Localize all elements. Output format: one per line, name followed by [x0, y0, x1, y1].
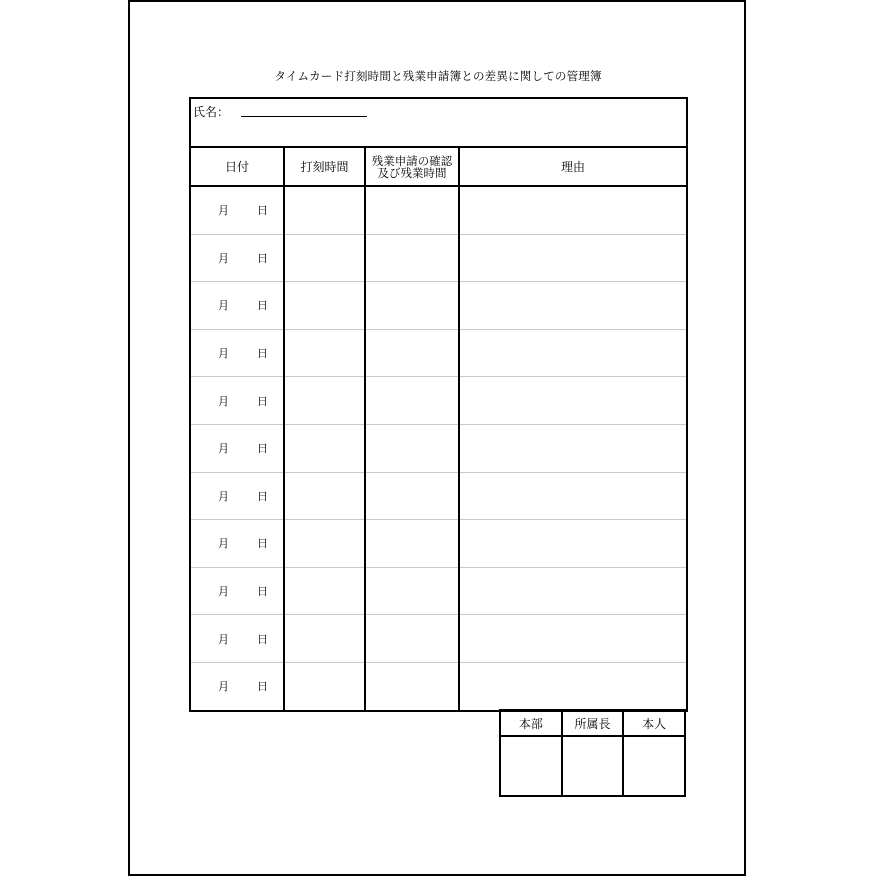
date-cell[interactable]: [190, 424, 284, 472]
overtime-cell[interactable]: [365, 520, 459, 568]
day-label: 日: [257, 585, 268, 599]
day-label: 日: [257, 204, 268, 218]
month-label: 月: [218, 680, 229, 694]
month-label: 月: [218, 442, 229, 456]
date-cell[interactable]: [190, 234, 284, 282]
overtime-cell[interactable]: [365, 567, 459, 615]
name-area: [190, 98, 687, 147]
month-label: 月: [218, 489, 229, 503]
table-row: [190, 662, 687, 710]
punch-time-cell[interactable]: [284, 472, 365, 520]
header-overtime-line2: 及び残業時間: [377, 165, 447, 180]
month-label: 月: [218, 347, 229, 361]
reason-cell[interactable]: [459, 472, 687, 520]
header-reason: 理由: [459, 147, 687, 186]
date-cell[interactable]: [190, 186, 284, 234]
day-label: 日: [257, 299, 268, 313]
punch-time-cell[interactable]: [284, 662, 365, 710]
reason-cell[interactable]: [459, 186, 687, 234]
punch-time-cell[interactable]: [284, 234, 365, 282]
overtime-cell[interactable]: [365, 472, 459, 520]
date-cell[interactable]: [190, 329, 284, 377]
approval-manager-stamp[interactable]: [562, 736, 624, 796]
punch-time-cell[interactable]: [284, 520, 365, 568]
month-label: 月: [218, 204, 229, 218]
table-row: [190, 329, 687, 377]
day-label: 日: [257, 251, 268, 265]
day-label: 日: [257, 347, 268, 361]
punch-time-cell[interactable]: [284, 282, 365, 330]
table-row: [190, 186, 687, 234]
name-input-line[interactable]: [241, 116, 367, 117]
overtime-cell[interactable]: [365, 615, 459, 663]
day-label: 日: [257, 394, 268, 408]
table-row: [190, 567, 687, 615]
day-label: 日: [257, 442, 268, 456]
reason-cell[interactable]: [459, 615, 687, 663]
overtime-cell[interactable]: [365, 186, 459, 234]
table-row: [190, 234, 687, 282]
record-rows: [190, 186, 687, 711]
punch-time-cell[interactable]: [284, 329, 365, 377]
header-date: 日付: [190, 147, 284, 186]
reason-cell[interactable]: [459, 282, 687, 330]
month-label: 月: [218, 251, 229, 265]
name-label: 氏名：: [193, 105, 230, 119]
day-label: 日: [257, 632, 268, 646]
overtime-cell[interactable]: [365, 424, 459, 472]
approval-headquarters-label: 本部: [500, 710, 562, 736]
table-row: [190, 472, 687, 520]
date-cell[interactable]: [190, 662, 284, 710]
approval-self-stamp[interactable]: [623, 736, 685, 796]
table-row: [190, 615, 687, 663]
month-label: 月: [218, 537, 229, 551]
month-label: 月: [218, 299, 229, 313]
date-cell[interactable]: [190, 567, 284, 615]
reason-cell[interactable]: [459, 377, 687, 425]
header-overtime: [365, 147, 459, 186]
day-label: 日: [257, 680, 268, 694]
punch-time-cell[interactable]: [284, 186, 365, 234]
overtime-cell[interactable]: [365, 234, 459, 282]
reason-cell[interactable]: [459, 662, 687, 710]
punch-time-cell[interactable]: [284, 377, 365, 425]
month-label: 月: [218, 394, 229, 408]
punch-time-cell[interactable]: [284, 615, 365, 663]
header-overtime-line1: 残業申請の確認: [371, 153, 453, 168]
form-title: タイムカード打刻時間と残業申請簿との差異に関しての管理簿: [274, 69, 602, 83]
day-label: 日: [257, 489, 268, 503]
date-cell[interactable]: [190, 615, 284, 663]
table-row: [190, 424, 687, 472]
table-header-row: [190, 147, 687, 186]
approval-manager-label: 所属長: [562, 710, 624, 736]
date-cell[interactable]: [190, 472, 284, 520]
day-label: 日: [257, 537, 268, 551]
month-label: 月: [218, 632, 229, 646]
approval-headquarters-stamp[interactable]: [500, 736, 562, 796]
approval-self-label: 本人: [623, 710, 685, 736]
overtime-cell[interactable]: [365, 282, 459, 330]
month-label: 月: [218, 585, 229, 599]
punch-time-cell[interactable]: [284, 567, 365, 615]
reason-cell[interactable]: [459, 520, 687, 568]
reason-cell[interactable]: [459, 424, 687, 472]
table-row: [190, 377, 687, 425]
overtime-cell[interactable]: [365, 377, 459, 425]
reason-cell[interactable]: [459, 567, 687, 615]
reason-cell[interactable]: [459, 234, 687, 282]
approval-stamp-table: [499, 709, 686, 797]
header-punch-time: 打刻時間: [284, 147, 365, 186]
overtime-cell[interactable]: [365, 662, 459, 710]
reason-cell[interactable]: [459, 329, 687, 377]
date-cell[interactable]: [190, 520, 284, 568]
punch-time-cell[interactable]: [284, 424, 365, 472]
overtime-cell[interactable]: [365, 329, 459, 377]
date-cell[interactable]: [190, 282, 284, 330]
table-row: [190, 282, 687, 330]
records-table: [189, 97, 688, 712]
table-row: [190, 520, 687, 568]
date-cell[interactable]: [190, 377, 284, 425]
